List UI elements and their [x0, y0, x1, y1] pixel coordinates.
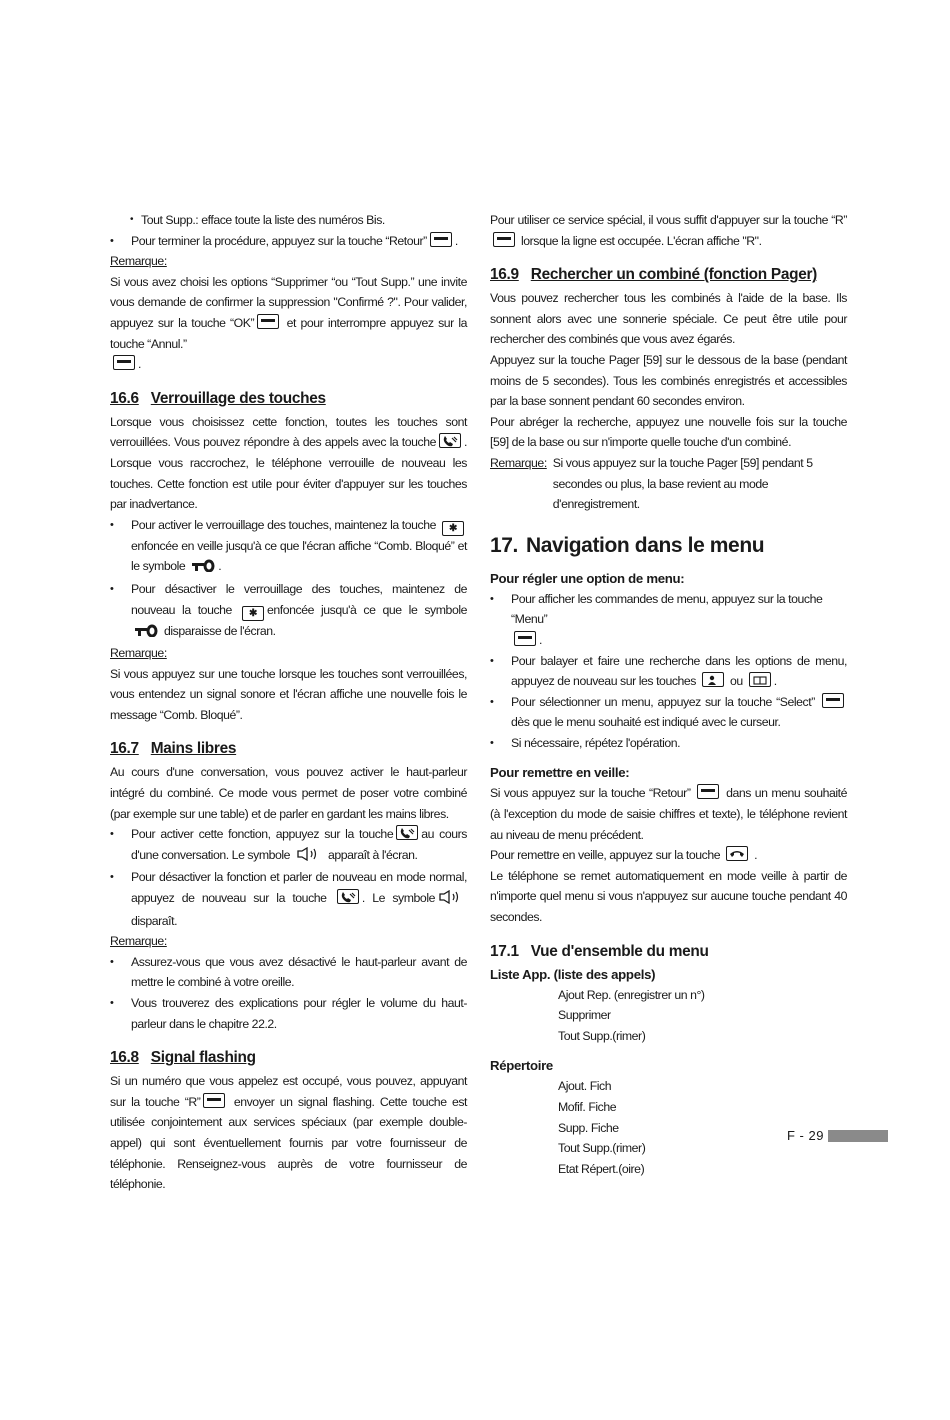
hangup-key-icon — [726, 846, 748, 861]
talk-key-icon — [337, 889, 359, 904]
key-lock-icon — [134, 623, 158, 644]
menu-item: Ajout. Fich — [558, 1079, 612, 1094]
remark-label: Remarque: — [110, 646, 167, 661]
list-item: • Pour désactiver le verrouillage des touches, maintenez de nouveau la touche ✱ enfoncée jusqu'à ce que le symbole disparaisse de l'écran. — [110, 579, 467, 643]
remark-label: Remarque: — [110, 934, 167, 949]
page-number: F - 29 — [787, 1128, 824, 1143]
phonebook-key-icon — [702, 672, 724, 687]
list-item: • Assurez-vous que vous avez désactivé le haut-parleur avant de mettre le combiné à votre oreille. — [110, 952, 467, 993]
menu-item: Tout Supp.(rimer) — [558, 1141, 646, 1156]
softkey-icon — [203, 1093, 225, 1108]
softkey-icon — [113, 355, 135, 370]
paragraph: Vous pouvez rechercher tous les combinés à l'aide de la base. Ils sonnent alors avec une sonnerie spéciale. Ce peut être utile pour rechercher des combinés que vous avez égarés. — [490, 291, 847, 347]
remark-label: Remarque: — [490, 455, 547, 470]
remark-label: Remarque: — [110, 254, 167, 269]
chapter-heading-17: 17. Navigation dans le menu — [490, 533, 765, 557]
star-key-icon: ✱ — [442, 521, 464, 536]
section-heading-17-1: 17.1 Vue d'ensemble du menu — [490, 942, 709, 960]
menu-item: Tout Supp.(rimer) — [558, 1028, 646, 1043]
remark-text: Si vous appuyez sur la touche Pager [59] pendant 5 secondes ou plus, la base revient au mode d'enregistrement. — [552, 455, 813, 512]
softkey-icon — [697, 784, 719, 799]
list-item: • Vous trouverez des explications pour régler le volume du haut-parleur dans le chapitre 22.2. — [110, 993, 467, 1034]
paragraph: Au cours d'une conversation, vous pouvez activer le haut-parleur intégré du combiné. Ce mode vous permet de poser votre combiné (par exemple sur une table) et de parler en gardant les mains libres. — [110, 765, 467, 821]
remark-text: Si vous avez choisi les options “Supprimer “ou “Tout Supp.” une invite vous demande de confirmer la suppression "Confirmé ?". Pour valider, appuyez sur la touche “OK” et pour interrompre appuyez sur la touche “Annul.” . — [110, 274, 468, 372]
subheading: Pour régler une option de menu: — [490, 570, 685, 586]
list-item: • Pour désactiver la fonction et parler de nouveau en mode normal, appuyez de nouveau sur la touche . Le symboledisparaît. — [110, 867, 467, 931]
menu-item: Supp. Fiche — [558, 1120, 619, 1135]
right-column — [490, 210, 847, 1179]
paragraph: Si vous appuyez sur la touche “Retour” dans un menu souhaité (à l'exception du mode de saisie chiffres et texte), le téléphone revient au niveau de menu précédent. — [490, 786, 848, 842]
softkey-icon — [822, 693, 844, 708]
list-item: • Pour terminer la procédure, appuyez sur la touche “Retour” . — [110, 231, 467, 252]
list-item: • Pour activer le verrouillage des touches, maintenez la touche ✱enfoncée en veille jusqu'à ce que l'écran affiche “Comb. Bloqué” et le symbole . — [110, 515, 467, 579]
list-item: • Pour sélectionner un menu, appuyez sur la touche “Select” dès que le menu souhaité est indiqué avec le curseur. — [490, 692, 847, 733]
remark-text: Si vous appuyez sur une touche lorsque les touches sont verrouillées, vous entendez un signal sonore et l'écran affiche une nouvelle fois le message “Comb. Bloqué”. — [110, 666, 467, 722]
subheading: Pour remettre en veille: — [490, 765, 630, 781]
menu-group-title: Liste App. (liste des appels) — [490, 966, 656, 982]
talk-key-icon — [439, 433, 461, 448]
speaker-icon — [438, 890, 464, 911]
softkey-icon — [430, 232, 452, 247]
star-key-icon: ✱ — [242, 606, 264, 621]
paragraph: Pour remettre en veille, appuyez sur la touche . — [490, 848, 758, 863]
softkey-icon — [257, 314, 279, 329]
menu-item: Ajout Rep. (enregistrer un n°) — [558, 987, 705, 1002]
paragraph: Pour abréger la recherche, appuyez une nouvelle fois sur la touche [59] de la base ou sur n'importe quelle touche d'un combiné. — [490, 414, 847, 450]
list-item: • Pour balayer et faire une recherche dans les options de menu, appuyez de nouveau sur les touches ou . — [490, 651, 847, 692]
list-item: • Si nécessaire, répétez l'opération. — [490, 733, 847, 754]
menu-group-title: Répertoire — [490, 1058, 553, 1074]
paragraph: Appuyez sur la touche Pager [59] sur le dessous de la base (pendant moins de 5 secondes). Tous les combinés enregistrés et accessibles par la base sonnent pendant 60 secondes environ. — [490, 352, 847, 409]
list-item: • Pour activer cette fonction, appuyez sur la touche au cours d'une conversation. Le symbole apparaît à l'écran. — [110, 824, 467, 867]
menu-item: Etat Répert.(oire) — [558, 1161, 645, 1176]
section-heading-16-9: 16.9 Rechercher un combiné (fonction Pager) — [490, 266, 817, 284]
paragraph: Lorsque vous choisissez cette fonction, toutes les touches sont verrouillées. Vous pouvez répondre à des appels avec la touche . Lorsque vous raccrochez, le téléphone verrouille de nouveau les touches. Cette fonction est utile pour éviter d'appuyer sur les touches par inadvertance. — [110, 414, 467, 512]
footer-bar — [828, 1130, 888, 1142]
section-heading-16-7: 16.7 Mains libres — [110, 740, 237, 758]
talk-key-icon — [396, 825, 418, 840]
section-heading-16-6: 16.6 Verrouillage des touches — [110, 389, 326, 407]
menu-item: Supprimer — [558, 1008, 611, 1023]
menu-item: Mofif. Fiche — [558, 1100, 617, 1114]
paragraph: Le téléphone se remet automatiquement en mode veille à partir de n'importe quel menu si vous n'appuyez sur aucune touche pendant 40 secondes. — [490, 868, 847, 925]
paragraph: Pour utiliser ce service spécial, il vous suffit d'appuyer sur la touche “R” lorsque la ligne est occupée. L'écran affiche "R". — [490, 213, 847, 248]
remark — [490, 453, 847, 515]
redial-key-icon — [749, 672, 771, 687]
speaker-icon — [296, 847, 322, 868]
page-footer — [787, 1126, 888, 1146]
softkey-icon — [493, 232, 515, 247]
paragraph: Si un numéro que vous appelez est occupé, vous pouvez, appuyant sur la touche “R” envoyer un signal flashing. Cette touche est utilisée conjointement aux services spéciaux (par exemple double-appel) qui sont éventuellement fournis par votre fournisseur de téléphonie. Renseignez-vous auprès de votre fournisseur de téléphonie. — [110, 1074, 467, 1192]
list-item: • Tout Supp.: efface toute la liste des numéros Bis. — [110, 210, 467, 231]
softkey-icon — [514, 631, 536, 646]
left-column — [110, 210, 467, 1195]
key-lock-icon — [191, 558, 215, 579]
list-item: • Pour afficher les commandes de menu, appuyez sur la touche “Menu” . — [490, 589, 847, 651]
section-heading-16-8: 16.8 Signal flashing — [110, 1049, 256, 1067]
